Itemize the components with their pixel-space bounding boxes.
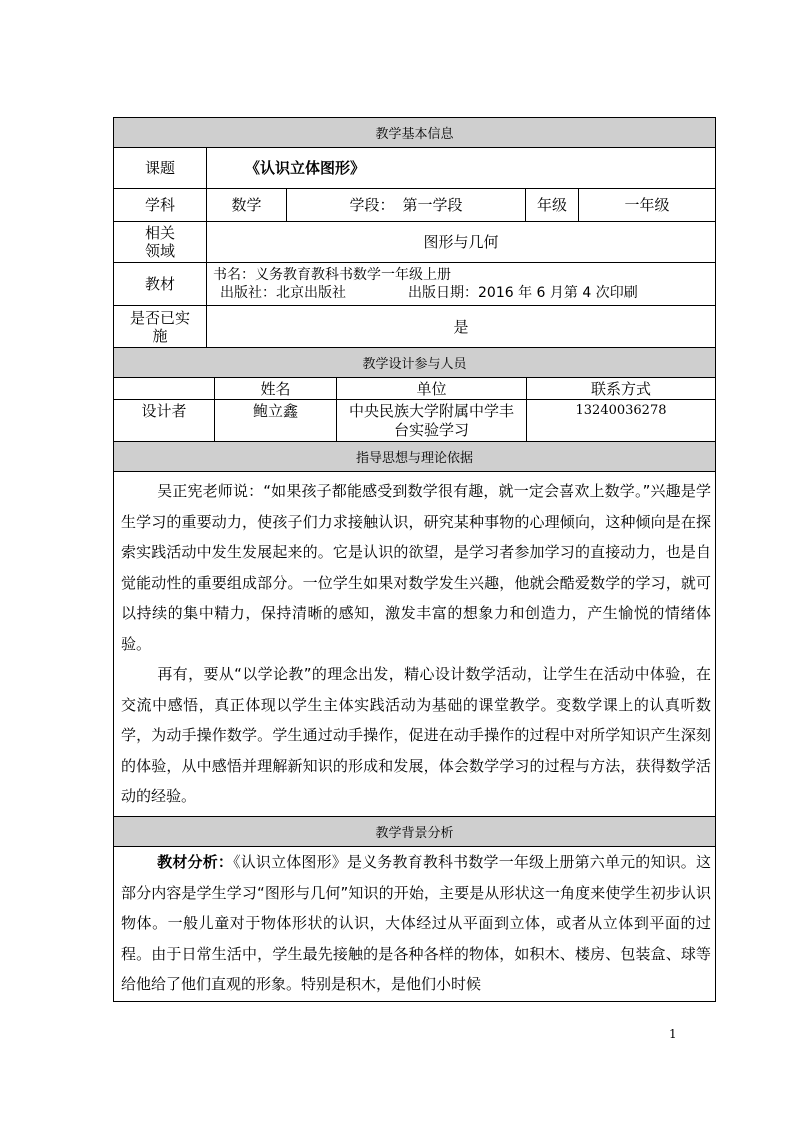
section-header-theory	[114, 442, 715, 472]
field-value: 图形与几何	[423, 233, 499, 251]
section-title: 教学设计参与人员	[362, 357, 467, 372]
participant-unit-line2: 台实验学习	[393, 421, 469, 439]
theory-paragraph-2: 再有，要从“以学论教”的理念出发，精心设计数学活动，让学生在活动中体验，在交流中感悟，真正体现以学生主体实践活动为基础的课堂教学。变数学课上的认真听数学，为动手操作数学。学生通过动手操作，促进在动手操作的过程中对所学知识产生深刻的体验，从中感悟并理解新知识的形成和发展，体会数学学习的过程与方法，获得数学活动的经验。	[121, 665, 711, 805]
textbook-label: 教材	[114, 263, 207, 305]
section-title: 指导思想与理论依据	[355, 451, 473, 466]
participant-unit	[337, 400, 527, 441]
col-header-name: 姓名	[215, 378, 337, 399]
implemented-label-line1: 是否已实	[129, 308, 190, 327]
field-label-line1: 相关	[144, 224, 175, 242]
section-header-background	[114, 817, 715, 847]
title-value: 《认识立体图形》	[245, 159, 366, 177]
section-title: 教学基本信息	[375, 127, 454, 142]
field-label-line2: 领域	[144, 242, 175, 260]
stage-value: 第一学段	[402, 196, 463, 214]
textbook-row	[114, 263, 715, 306]
textbook-pubdate: 出版日期：2016 年 6 月第 4 次印刷	[408, 285, 638, 301]
participant-row	[114, 400, 715, 442]
implemented-label-line2: 施	[152, 326, 168, 345]
theory-section	[114, 472, 715, 817]
background-paragraph	[121, 847, 711, 1000]
col-header-contact: 联系方式	[590, 379, 651, 398]
textbook-value	[207, 263, 715, 305]
participant-contact: 13240036278	[575, 403, 667, 418]
theory-paragraph-1: 吴正宪老师说：“如果孩子都能感受到数学很有趣，就一定会喜欢上数学。”兴趣是学生学习的重要动力，使孩子们力求接触认识，研究某种事物的心理倾向，这种倾向是在探索实践活动中发生发展起来的。它是认识的欲望，是学习者参加学习的直接动力，也是自觉能动性的重要组成部分。一位学生如果对数学发生兴趣，他就会酷爱数学的学习，就可以持续的集中精力，保持清晰的感知，激发丰富的想象力和创造力，产生愉悦的情绪体验。	[121, 482, 711, 653]
stage-cell	[287, 189, 526, 221]
page-number: 1	[669, 1027, 677, 1041]
title-row	[114, 148, 715, 189]
title-label: 课题	[114, 148, 207, 188]
section-title: 教学背景分析	[375, 826, 454, 841]
background-section	[114, 847, 715, 1001]
subject-label: 学科	[114, 189, 207, 221]
textbook-publisher-line	[213, 284, 638, 302]
implemented-value: 是	[453, 317, 469, 336]
col-header-unit: 单位	[337, 378, 527, 399]
textbook-publisher: 出版社：北京出版社	[220, 285, 346, 301]
participant-role: 设计者	[114, 400, 215, 441]
section-header-participants	[114, 348, 715, 378]
background-lead: 教材分析：	[157, 853, 234, 871]
participants-header-row	[114, 378, 715, 400]
background-text: 《认识立体图形》是义务教育教科书数学一年级上册第六单元的知识。这部分内容是学生学习“图形与几何”知识的开始，主要是从形状这一角度来使学生初步认识物体。一般儿童对于物体形状的认识，大体经过从平面到立体，或者从立体到平面的过程。由于日常生活中，学生最先接触的是各种各样的物体，如积木、楼房、包装盒、球等给他给了他们直观的形象。特别是积木，是他们小时候	[121, 853, 711, 993]
lesson-plan-table	[113, 117, 716, 1002]
textbook-title: 书名：义务教育教科书数学一年级上册	[213, 267, 451, 283]
participant-unit-line1: 中央民族大学附属中学丰	[348, 402, 514, 420]
field-row	[114, 222, 715, 263]
section-header-basic-info	[114, 118, 715, 148]
grade-value: 一年级	[624, 196, 670, 214]
subject-row	[114, 189, 715, 222]
subject-value: 数学	[207, 189, 287, 221]
field-label	[114, 222, 207, 262]
grade-label: 年级	[526, 189, 579, 221]
stage-label: 学段：	[349, 196, 395, 214]
participant-name: 鲍立鑫	[215, 400, 337, 441]
implemented-label	[114, 306, 207, 347]
implemented-row	[114, 306, 715, 348]
participants-blank-cell	[114, 378, 215, 399]
